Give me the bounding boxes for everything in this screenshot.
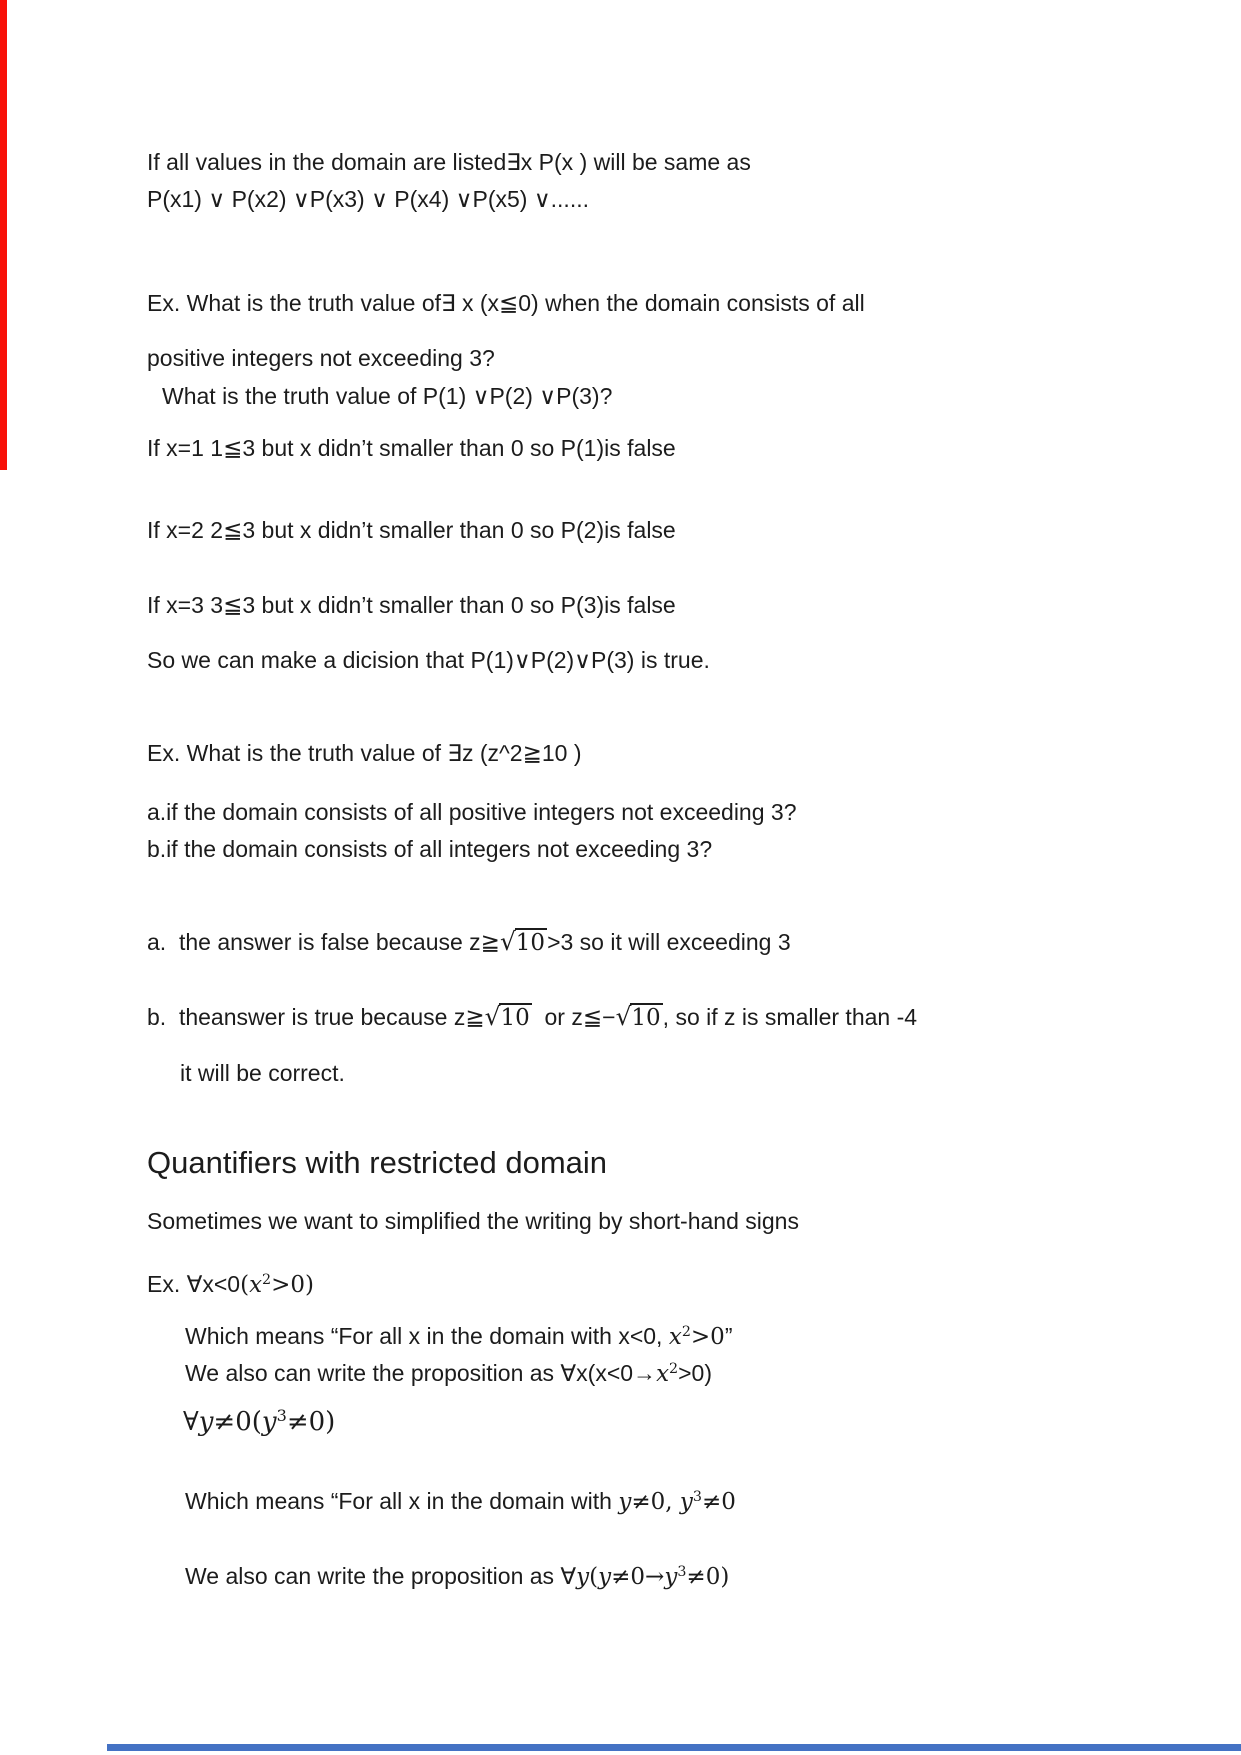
intro-line-2: P(x1) ∨ P(x2) ∨P(x3) ∨ P(x4) ∨P(x5) ∨...... bbox=[147, 186, 589, 212]
case-x3: If x=3 3≦3 but x didn’t smaller than 0 so P(3)is false bbox=[147, 592, 676, 618]
example-2-part-b: b.if the domain consists of all integers not exceeding 3? bbox=[147, 836, 713, 862]
example-1-question-cont: positive integers not exceeding 3? bbox=[147, 345, 495, 371]
example-4-meaning: Which means “For all x in the domain with y≠0, $y^3\ne 0$ bbox=[185, 1488, 736, 1515]
section-heading: Quantifiers with restricted domain bbox=[147, 1145, 608, 1180]
answer-b: b. theanswer is true because z≧√10 or z≦−√10, so if z is smaller than -4 bbox=[147, 1002, 918, 1031]
example-3-meaning: Which means “For all x in the domain with x<0, $x^2>0$” bbox=[185, 1323, 733, 1350]
example-2-part-a: a.if the domain consists of all positive integers not exceeding 3? bbox=[147, 799, 797, 825]
example-3-rewrite: We also can write the proposition as $\forall x(x<0\to x^2>0)$ bbox=[185, 1360, 713, 1387]
intro-line-1: If all values in the domain are listed∃x P(x ) will be same as bbox=[147, 149, 751, 175]
case-x2: If x=2 2≦3 but x didn’t smaller than 0 so P(2)is false bbox=[147, 517, 676, 543]
square-root-expression: √10 bbox=[484, 1002, 530, 1031]
example-4-statement: $\forall y\ne 0(y^3\ne 0)$ bbox=[183, 1406, 336, 1437]
example-4-rewrite: We also can write the proposition as $\forall y(y\ne 0\to y^3\ne 0)$ bbox=[185, 1563, 730, 1590]
example-3-statement: Ex. $\forall x<0(x^2>0)$ bbox=[147, 1271, 315, 1298]
answer-a: a. the answer is false because z≧√10>3 so it will exceeding 3 bbox=[147, 927, 791, 956]
case-x1: If x=1 1≦3 but x didn’t smaller than 0 so P(1)is false bbox=[147, 435, 676, 461]
example-1-question: Ex. What is the truth value of∃ x (x≦0) when the domain consists of all bbox=[147, 290, 865, 316]
square-root-expression: √10 bbox=[499, 927, 546, 956]
answer-b-cont: it will be correct. bbox=[180, 1060, 345, 1086]
conclusion-1: So we can make a dicision that P(1)∨P(2)∨P(3) is true. bbox=[147, 647, 710, 673]
example-2-question: Ex. What is the truth value of ∃z (z^2≧10 ) bbox=[147, 740, 582, 766]
section-intro: Sometimes we want to simplified the writing by short-hand signs bbox=[147, 1208, 799, 1234]
example-1-subquestion: What is the truth value of P(1) ∨P(2) ∨P(3)? bbox=[162, 383, 613, 409]
square-root-expression: √10 bbox=[615, 1002, 661, 1031]
